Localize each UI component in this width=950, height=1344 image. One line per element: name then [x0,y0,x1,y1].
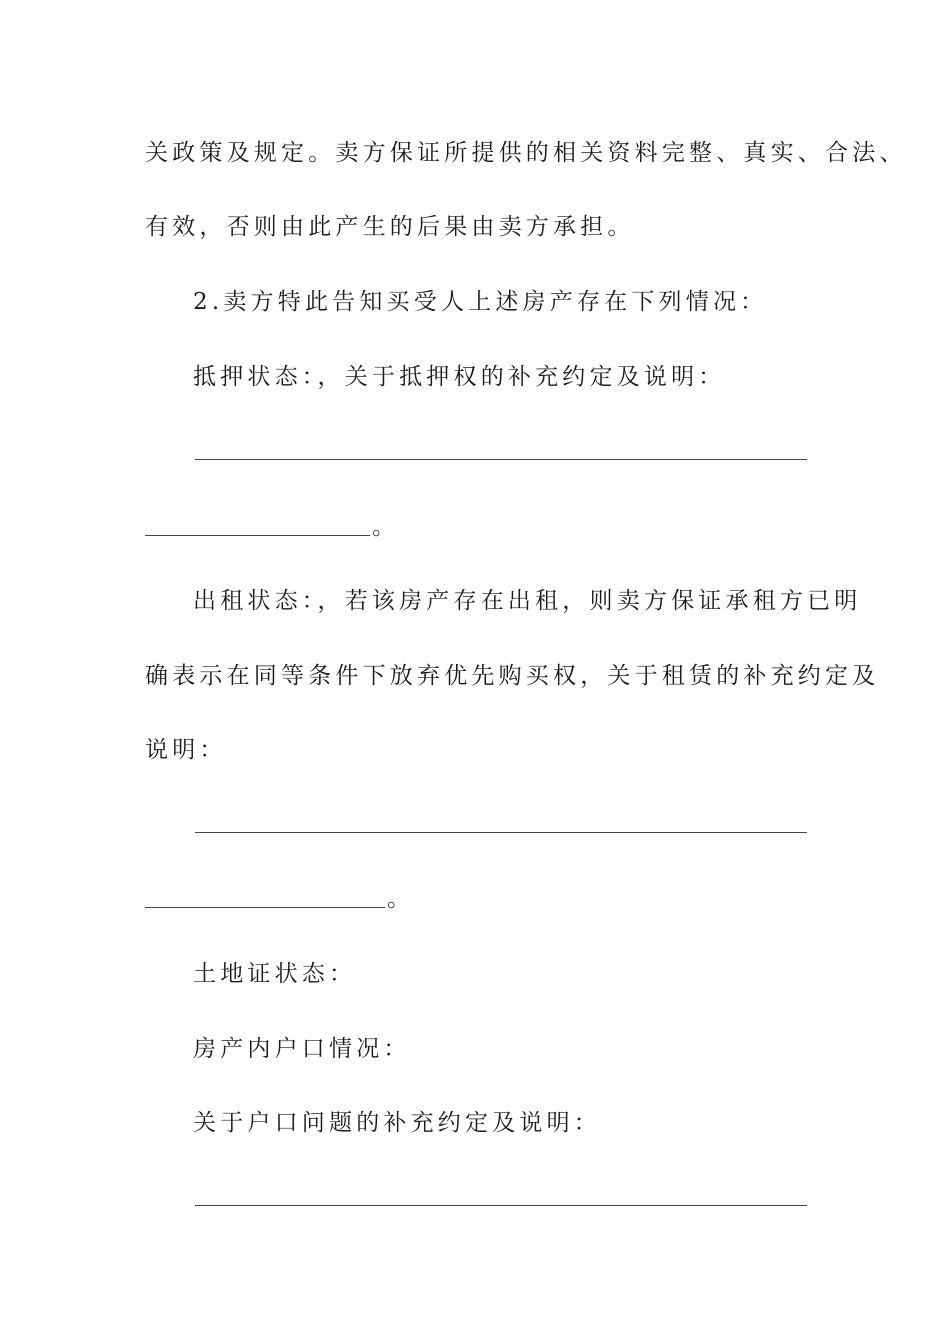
paragraph-line: 关政策及规定。卖方保证所提供的相关资料完整、真实、合法、 [145,140,907,166]
rental-blank-tail-line [145,907,385,908]
rental-status-line: 出租状态：，若该房产存在出租，则卖方保证承租方已明 [193,588,862,614]
household-supplement-line: 关于户口问题的补充约定及说明： [193,1110,601,1136]
rental-blank-line [195,832,807,833]
rental-blank-tail [145,884,410,914]
period-mark: 。 [387,886,410,912]
paragraph-line: 有效，否则由此产生的后果由卖方承担。 [145,214,635,240]
paragraph-line: 说明： [145,737,227,763]
paragraph-line: 确表示在同等条件下放弃优先购买权，关于租赁的补充约定及 [145,663,880,689]
mortgage-blank-line [195,459,807,460]
clause-2-heading: 2.卖方特此告知买受人上述房产存在下列情况： [193,289,768,315]
mortgage-status-line: 抵押状态：，关于抵押权的补充约定及说明： [193,364,726,390]
period-mark: 。 [372,514,395,540]
mortgage-blank-tail [145,512,395,542]
household-blank-line [195,1205,807,1206]
household-registration-status: 房产内户口情况： [193,1036,411,1062]
mortgage-blank-tail-line [145,535,370,536]
land-certificate-status: 土地证状态： [193,961,357,987]
